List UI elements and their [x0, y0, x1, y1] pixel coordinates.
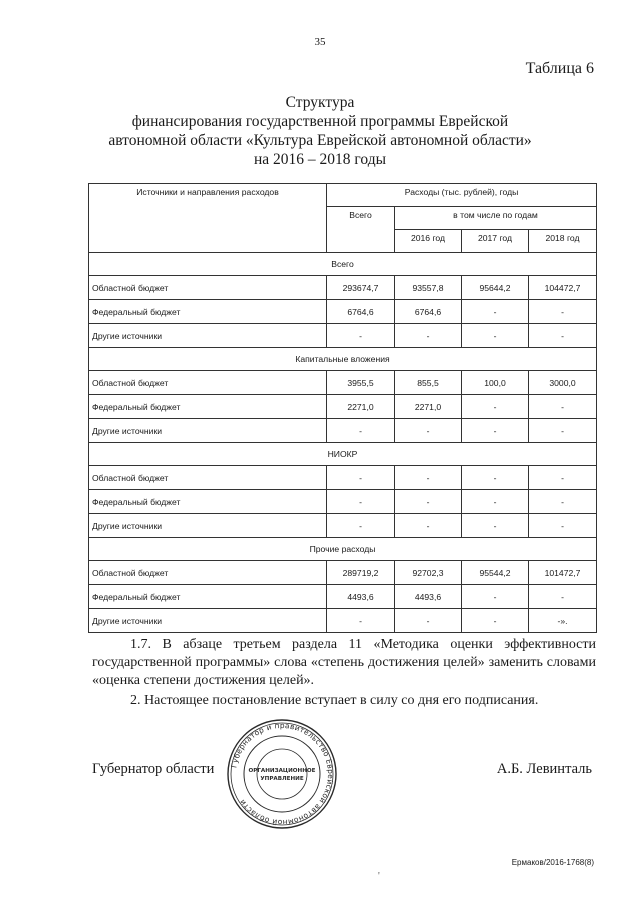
total-cell: 4493,6: [327, 585, 395, 609]
table-row: [89, 371, 597, 395]
total-cell: 2271,0: [327, 395, 395, 419]
year-2017-cell: -: [462, 395, 529, 419]
title-line-4: на 2016 – 2018 годы: [254, 151, 386, 168]
total-cell: 3955,5: [327, 371, 395, 395]
year-2018-cell: -: [529, 395, 597, 419]
year-2018-cell: -: [529, 466, 597, 490]
svg-text:УПРАВЛЕНИЕ: УПРАВЛЕНИЕ: [260, 776, 304, 782]
source-cell: Федеральный бюджет: [89, 395, 327, 419]
year-2016-cell: -: [395, 466, 462, 490]
table-row: [89, 490, 597, 514]
total-cell: 293674,7: [327, 276, 395, 300]
year-2017-cell: -: [462, 300, 529, 324]
source-cell: Другие источники: [89, 324, 327, 348]
year-2017-cell: -: [462, 466, 529, 490]
source-cell: Федеральный бюджет: [89, 490, 327, 514]
year-2018-cell: 101472,7: [529, 561, 597, 585]
table-label: Таблица 6: [525, 60, 594, 77]
document-title: [0, 93, 640, 169]
total-cell: -: [327, 466, 395, 490]
table-row: [89, 609, 597, 633]
section-title: Прочие расходы: [89, 538, 597, 561]
year-2016-cell: 92702,3: [395, 561, 462, 585]
year-2016-cell: -: [395, 324, 462, 348]
table-row: [89, 300, 597, 324]
section-title: Капитальные вложения: [89, 348, 597, 371]
table-row: [89, 561, 597, 585]
year-2016-cell: 855,5: [395, 371, 462, 395]
year-2017-cell: -: [462, 324, 529, 348]
header-year-2018: 2018 год: [529, 230, 597, 253]
scan-mark: ': [378, 871, 380, 882]
table-row: [89, 585, 597, 609]
year-2017-cell: 95544,2: [462, 561, 529, 585]
year-2016-cell: 6764,6: [395, 300, 462, 324]
year-2017-cell: -: [462, 490, 529, 514]
section-title: НИОКР: [89, 443, 597, 466]
source-cell: Областной бюджет: [89, 561, 327, 585]
year-2018-cell: -: [529, 514, 597, 538]
year-2018-cell: -: [529, 324, 597, 348]
table-row: [89, 514, 597, 538]
header-total: Всего: [327, 207, 395, 253]
year-2016-cell: -: [395, 419, 462, 443]
year-2017-cell: -: [462, 585, 529, 609]
header-year-2016: 2016 год: [395, 230, 462, 253]
page-number: 35: [314, 36, 326, 48]
source-cell: Областной бюджет: [89, 371, 327, 395]
year-2018-cell: -: [529, 300, 597, 324]
table-row: [89, 324, 597, 348]
document-code: Ермаков/2016-1768(8): [511, 858, 594, 867]
paragraph-methodology-amendment: 1.7. В абзаце третьем раздела 11 «Методика оценки эффективности государственной программы» слова «степень достижения целей» заменить словами «оценка степени достижения целей».: [92, 637, 596, 688]
signatory-position: Губернатор области: [92, 761, 215, 777]
year-2018-cell: -: [529, 419, 597, 443]
year-2016-cell: 2271,0: [395, 395, 462, 419]
year-2018-cell: -: [529, 490, 597, 514]
year-2017-cell: -: [462, 514, 529, 538]
year-2018-cell: 3000,0: [529, 371, 597, 395]
financing-table: [88, 183, 597, 633]
source-cell: Областной бюджет: [89, 466, 327, 490]
total-cell: 6764,6: [327, 300, 395, 324]
section-title: Всего: [89, 253, 597, 276]
table-row: [89, 395, 597, 419]
table-row: [89, 276, 597, 300]
source-cell: Федеральный бюджет: [89, 585, 327, 609]
total-cell: 289719,2: [327, 561, 395, 585]
header-expenses: Расходы (тыс. рублей), годы: [327, 184, 597, 207]
header-year-2017: 2017 год: [462, 230, 529, 253]
year-2016-cell: -: [395, 490, 462, 514]
official-seal: [218, 718, 346, 830]
year-2018-cell: -: [529, 585, 597, 609]
source-cell: Другие источники: [89, 419, 327, 443]
signatory-name: А.Б. Левинталь: [496, 761, 592, 777]
header-by-years: в том числе по годам: [395, 207, 597, 230]
title-line-2: финансирования государственной программы Еврейской: [131, 113, 509, 130]
source-cell: Федеральный бюджет: [89, 300, 327, 324]
paragraph-entry-into-force: 2. Настоящее постановление вступает в силу со дня его подписания.: [130, 693, 539, 708]
year-2017-cell: 100,0: [462, 371, 529, 395]
total-cell: -: [327, 609, 395, 633]
year-2017-cell: -: [462, 609, 529, 633]
year-2016-cell: 93557,8: [395, 276, 462, 300]
year-2016-cell: -: [395, 609, 462, 633]
year-2018-cell: 104472,7: [529, 276, 597, 300]
total-cell: -: [327, 419, 395, 443]
table-row: [89, 419, 597, 443]
source-cell: Другие источники: [89, 609, 327, 633]
header-sources: Источники и направления расходов: [89, 184, 327, 253]
year-2017-cell: 95644,2: [462, 276, 529, 300]
title-line-1: Структура: [285, 94, 355, 111]
year-2017-cell: -: [462, 419, 529, 443]
year-2018-cell: -».: [529, 609, 597, 633]
table-row: [89, 466, 597, 490]
year-2016-cell: -: [395, 514, 462, 538]
svg-text:ОРГАНИЗАЦИОННОЕ: ОРГАНИЗАЦИОННОЕ: [248, 768, 316, 774]
total-cell: -: [327, 490, 395, 514]
year-2016-cell: 4493,6: [395, 585, 462, 609]
total-cell: -: [327, 324, 395, 348]
svg-text:Губернатор и правительство Евр: Губернатор и правительство Еврейской автономной области: [229, 720, 336, 828]
source-cell: Другие источники: [89, 514, 327, 538]
total-cell: -: [327, 514, 395, 538]
title-line-3: автономной области «Культура Еврейской автономной области»: [108, 132, 532, 149]
source-cell: Областной бюджет: [89, 276, 327, 300]
